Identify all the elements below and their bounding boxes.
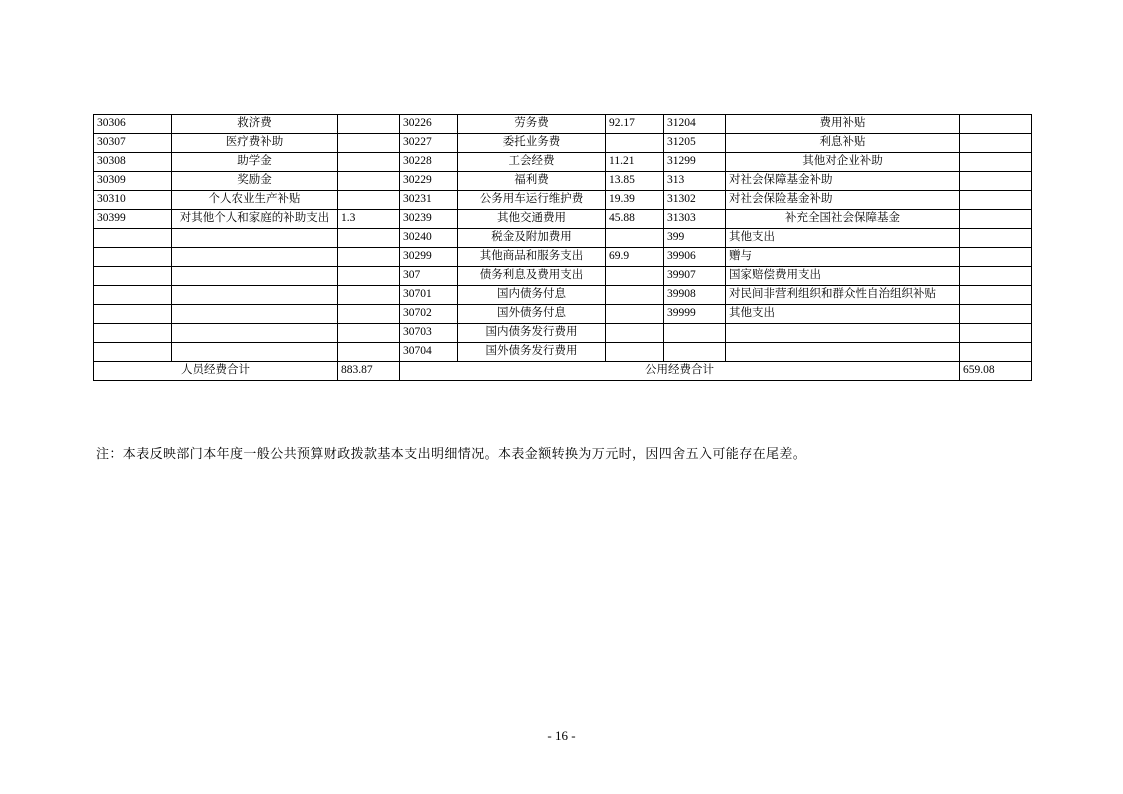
table-total-row (94, 362, 1032, 381)
cell-code-2: 30231 (400, 191, 458, 210)
cell-code-1: 30307 (94, 134, 172, 153)
cell-code-3: 31303 (664, 210, 726, 229)
cell-value-3 (960, 115, 1032, 134)
cell-value-1 (338, 134, 400, 153)
table-row (94, 191, 1032, 210)
cell-code-2: 30240 (400, 229, 458, 248)
cell-value-1: 1.3 (338, 210, 400, 229)
cell-value-1 (338, 324, 400, 343)
cell-value-1 (338, 248, 400, 267)
cell-name-3: 对社会保险基金补助 (726, 191, 960, 210)
cell-value-1 (338, 172, 400, 191)
cell-code-1: 30308 (94, 153, 172, 172)
cell-value-1 (338, 153, 400, 172)
cell-code-1 (94, 267, 172, 286)
table-row (94, 210, 1032, 229)
table-row (94, 229, 1032, 248)
cell-value-2: 45.88 (606, 210, 664, 229)
cell-code-3: 399 (664, 229, 726, 248)
cell-value-2 (606, 229, 664, 248)
cell-code-3: 31205 (664, 134, 726, 153)
cell-code-2: 30229 (400, 172, 458, 191)
cell-code-3: 39906 (664, 248, 726, 267)
cell-code-1 (94, 229, 172, 248)
table-row (94, 343, 1032, 362)
cell-value-2 (606, 286, 664, 305)
cell-name-3: 赠与 (726, 248, 960, 267)
cell-code-3: 39908 (664, 286, 726, 305)
cell-value-3 (960, 153, 1032, 172)
cell-code-1: 30310 (94, 191, 172, 210)
cell-code-3: 31302 (664, 191, 726, 210)
cell-value-3 (960, 172, 1032, 191)
table-row (94, 286, 1032, 305)
cell-value-3 (960, 229, 1032, 248)
cell-name-2: 工会经费 (458, 153, 606, 172)
cell-name-2: 税金及附加费用 (458, 229, 606, 248)
cell-code-1: 30309 (94, 172, 172, 191)
table-row (94, 267, 1032, 286)
cell-value-2: 13.85 (606, 172, 664, 191)
cell-code-2: 30299 (400, 248, 458, 267)
public-total-value: 659.08 (960, 362, 1032, 381)
cell-code-2: 30239 (400, 210, 458, 229)
cell-code-2: 307 (400, 267, 458, 286)
cell-code-3: 31299 (664, 153, 726, 172)
table-row (94, 248, 1032, 267)
cell-name-2: 国外债务发行费用 (458, 343, 606, 362)
table-row (94, 115, 1032, 134)
cell-value-2: 11.21 (606, 153, 664, 172)
cell-code-2: 30701 (400, 286, 458, 305)
cell-name-1: 救济费 (172, 115, 338, 134)
cell-code-1: 30399 (94, 210, 172, 229)
table-row (94, 324, 1032, 343)
cell-name-1 (172, 267, 338, 286)
cell-name-2: 国内债务发行费用 (458, 324, 606, 343)
cell-value-2 (606, 305, 664, 324)
personnel-total-label: 人员经费合计 (94, 362, 338, 381)
cell-value-2: 69.9 (606, 248, 664, 267)
cell-name-1 (172, 286, 338, 305)
table-row (94, 305, 1032, 324)
budget-table (93, 114, 1032, 381)
cell-name-3: 其他支出 (726, 305, 960, 324)
cell-code-2: 30702 (400, 305, 458, 324)
cell-name-1: 奖励金 (172, 172, 338, 191)
cell-code-2: 30703 (400, 324, 458, 343)
cell-code-2: 30228 (400, 153, 458, 172)
cell-code-2: 30227 (400, 134, 458, 153)
cell-code-2: 30226 (400, 115, 458, 134)
cell-name-2: 国外债务付息 (458, 305, 606, 324)
cell-value-1 (338, 191, 400, 210)
cell-value-3 (960, 134, 1032, 153)
budget-table-container (93, 114, 1031, 381)
cell-code-1 (94, 343, 172, 362)
cell-value-3 (960, 210, 1032, 229)
cell-value-3 (960, 286, 1032, 305)
cell-code-3: 39907 (664, 267, 726, 286)
cell-value-1 (338, 343, 400, 362)
cell-code-3: 313 (664, 172, 726, 191)
cell-name-1 (172, 324, 338, 343)
cell-name-3 (726, 343, 960, 362)
cell-name-3: 对社会保障基金补助 (726, 172, 960, 191)
cell-name-2: 公务用车运行维护费 (458, 191, 606, 210)
cell-name-1: 个人农业生产补贴 (172, 191, 338, 210)
cell-name-1 (172, 305, 338, 324)
cell-name-2: 国内债务付息 (458, 286, 606, 305)
cell-value-1 (338, 229, 400, 248)
cell-name-3: 费用补贴 (726, 115, 960, 134)
cell-name-3: 其他支出 (726, 229, 960, 248)
cell-name-1 (172, 343, 338, 362)
table-row (94, 172, 1032, 191)
cell-code-2: 30704 (400, 343, 458, 362)
cell-code-1 (94, 248, 172, 267)
cell-code-1 (94, 305, 172, 324)
cell-value-3 (960, 267, 1032, 286)
page-number: - 16 - (547, 728, 576, 743)
cell-code-1 (94, 286, 172, 305)
cell-value-3 (960, 324, 1032, 343)
cell-value-1 (338, 267, 400, 286)
cell-name-2: 其他商品和服务支出 (458, 248, 606, 267)
cell-name-1 (172, 248, 338, 267)
cell-code-1 (94, 324, 172, 343)
cell-name-3 (726, 324, 960, 343)
cell-code-3 (664, 343, 726, 362)
cell-name-1: 助学金 (172, 153, 338, 172)
table-row (94, 134, 1032, 153)
cell-name-2: 委托业务费 (458, 134, 606, 153)
cell-name-2: 福利费 (458, 172, 606, 191)
cell-value-1 (338, 115, 400, 134)
cell-value-2 (606, 267, 664, 286)
table-note: 注：本表反映部门本年度一般公共预算财政拨款基本支出明细情况。本表金额转换为万元时，因四舍五入可能存在尾差。 (96, 446, 807, 461)
cell-code-3: 31204 (664, 115, 726, 134)
cell-value-1 (338, 286, 400, 305)
cell-value-3 (960, 248, 1032, 267)
cell-name-2: 劳务费 (458, 115, 606, 134)
cell-value-2: 19.39 (606, 191, 664, 210)
cell-name-2: 其他交通费用 (458, 210, 606, 229)
cell-value-2 (606, 324, 664, 343)
cell-value-2 (606, 343, 664, 362)
cell-name-1: 医疗费补助 (172, 134, 338, 153)
cell-name-3: 利息补贴 (726, 134, 960, 153)
cell-value-3 (960, 305, 1032, 324)
cell-value-2: 92.17 (606, 115, 664, 134)
cell-name-2: 债务利息及费用支出 (458, 267, 606, 286)
cell-value-1 (338, 305, 400, 324)
cell-name-3: 国家赔偿费用支出 (726, 267, 960, 286)
cell-code-1: 30306 (94, 115, 172, 134)
public-total-label: 公用经费合计 (400, 362, 960, 381)
cell-name-3: 对民间非营利组织和群众性自治组织补贴 (726, 286, 960, 305)
cell-value-2 (606, 134, 664, 153)
cell-name-1: 对其他个人和家庭的补助支出 (172, 210, 338, 229)
personnel-total-value: 883.87 (338, 362, 400, 381)
cell-value-3 (960, 343, 1032, 362)
cell-name-1 (172, 229, 338, 248)
cell-name-3: 补充全国社会保障基金 (726, 210, 960, 229)
cell-name-3: 其他对企业补助 (726, 153, 960, 172)
table-row (94, 153, 1032, 172)
cell-code-3: 39999 (664, 305, 726, 324)
cell-code-3 (664, 324, 726, 343)
cell-value-3 (960, 191, 1032, 210)
